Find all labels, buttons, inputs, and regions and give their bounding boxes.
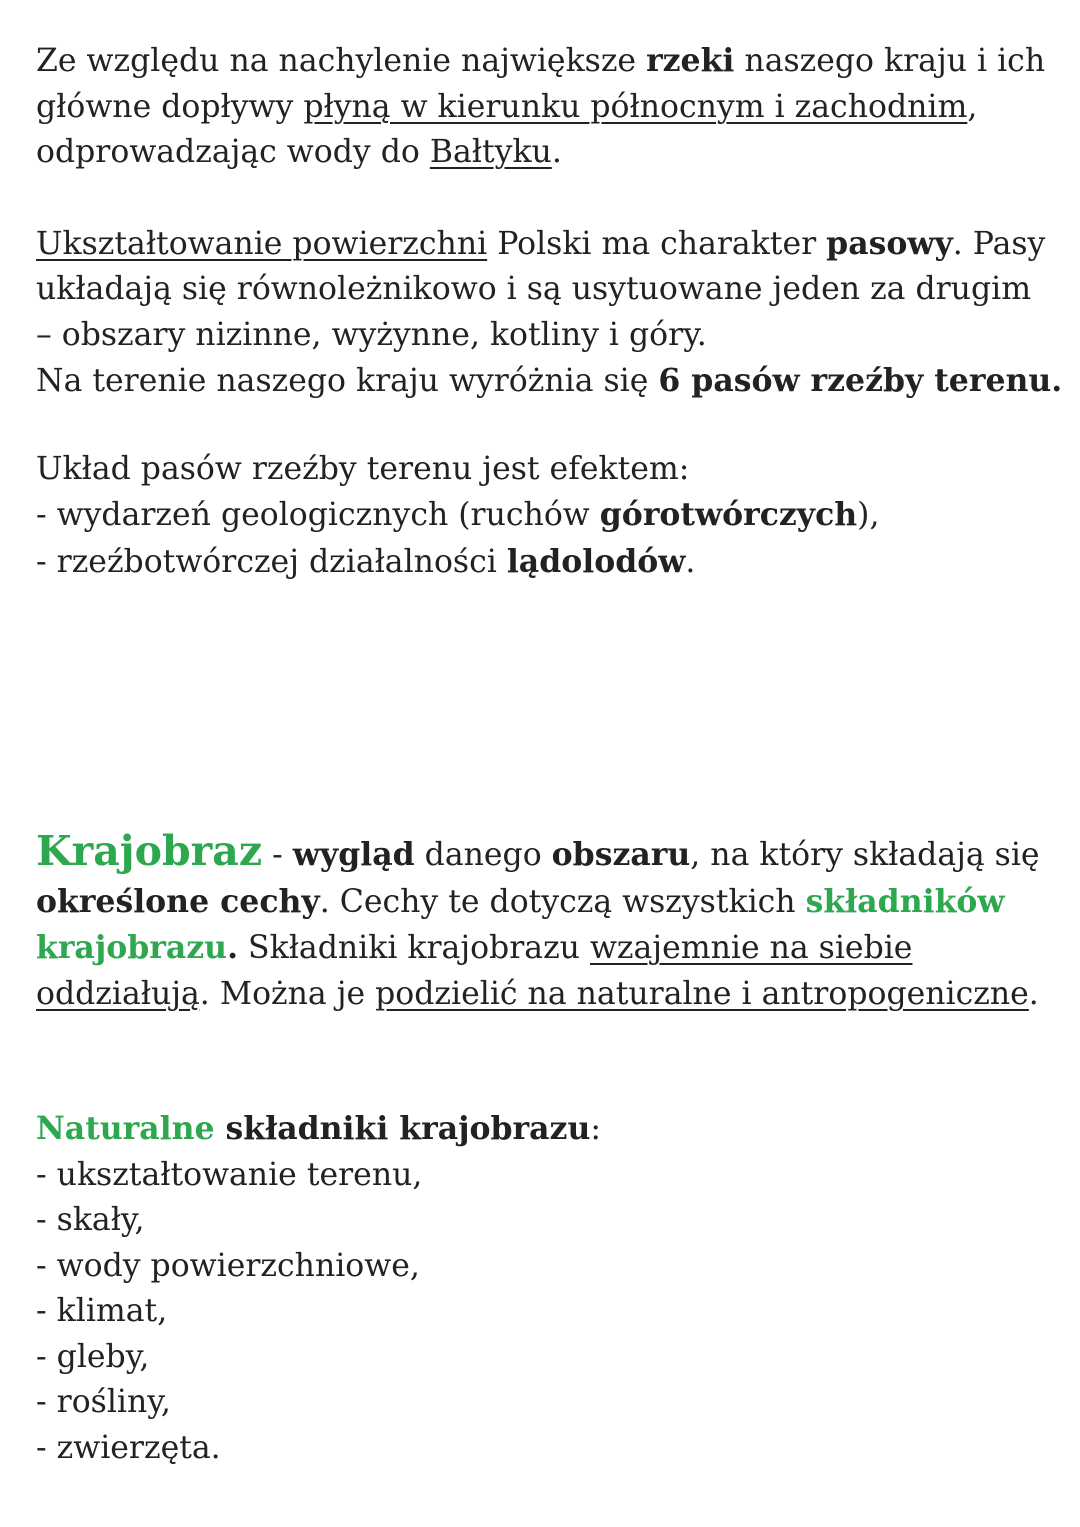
text-line <box>36 972 1056 1018</box>
list-item: - ukształtowanie terenu, <box>36 1156 423 1193</box>
bold-term: wygląd <box>292 836 415 873</box>
text-line: Układ pasów rzeźby terenu jest efektem: <box>36 450 690 487</box>
text-run: . Można je <box>199 975 376 1012</box>
text-run: Na terenie naszego kraju wyróżnia się <box>36 363 659 399</box>
text-run: Składniki krajobrazu <box>238 930 590 966</box>
list-item: - wody powierzchniowe, <box>36 1247 420 1284</box>
bold-term: określone cechy <box>36 882 320 920</box>
text-run: odprowadzając wody do <box>36 134 430 170</box>
bold-term-rzeki: rzeki <box>646 42 735 79</box>
bold-term: lądolodów <box>506 542 686 580</box>
text-run: - <box>262 837 293 873</box>
bold-phrase: 6 pasów rzeźby terenu. <box>658 362 1063 399</box>
underlined-phrase: Ukształtowanie powierzchni <box>36 225 488 262</box>
bold-term: górotwórczych <box>599 496 858 533</box>
list-item: - gleby, <box>36 1338 150 1375</box>
green-term: krajobrazu <box>36 929 228 966</box>
bold-term-pasowy: pasowy <box>826 224 953 262</box>
text-run: . <box>685 543 696 580</box>
natural-components-section <box>36 1106 1056 1471</box>
text-line <box>36 38 1056 85</box>
list-item <box>36 492 1056 539</box>
text-run: danego <box>414 837 552 873</box>
green-term: Naturalne <box>36 1110 215 1147</box>
document-page <box>36 38 1063 1471</box>
text-run: - wydarzeń geologicznych (ruchów <box>36 497 600 533</box>
list-item: - klimat, <box>36 1293 168 1329</box>
text-line <box>36 85 1056 131</box>
underlined-phrase: podzielić na naturalne i antropogeniczne <box>375 975 1029 1012</box>
text-line <box>36 829 1056 879</box>
text-run: . <box>551 134 562 170</box>
text-line <box>36 221 1056 268</box>
paragraph-rivers <box>36 38 1056 176</box>
paragraph-relief <box>36 221 1063 405</box>
section-heading <box>36 1106 1056 1153</box>
text-run: Polski ma charakter <box>487 225 827 262</box>
underlined-phrase: wzajemnie na siebie <box>589 930 913 966</box>
underlined-phrase: oddziałują <box>36 975 200 1012</box>
text-run: . <box>1028 975 1039 1012</box>
text-run: Ze względu na nachylenie największe <box>36 43 647 79</box>
text-run: ), <box>857 497 880 533</box>
paragraph-landscape-definition <box>36 829 1056 1017</box>
text-run: - rzeźbotwórczej działalności <box>36 543 507 580</box>
text-line <box>36 358 1063 405</box>
paragraph-relief-causes <box>36 447 1056 586</box>
text-run: . Pasy <box>952 225 1046 262</box>
text-line <box>36 925 1056 972</box>
text-run: . Cechy te dotyczą wszystkich <box>319 883 806 920</box>
list-item <box>36 539 1056 586</box>
green-term: składników <box>805 882 1005 920</box>
green-term-krajobraz: Krajobraz <box>36 827 263 875</box>
list-item: - rośliny, <box>36 1384 171 1420</box>
text-line <box>36 879 1056 926</box>
text-run: naszego kraju i ich <box>734 43 1046 79</box>
bold-term: składniki krajobrazu <box>214 1110 591 1147</box>
text-line: układają się równoleżnikowo i są usytuowane jeden za drugim <box>36 271 1032 307</box>
text-line: – obszary nizinne, wyżynne, kotliny i góry. <box>36 316 707 353</box>
text-line <box>36 130 1056 176</box>
list-item: - skały, <box>36 1202 145 1238</box>
text-run: : <box>590 1111 601 1147</box>
text-run: , na który składają się <box>690 837 1040 873</box>
text-run: , <box>967 88 978 125</box>
underlined-baltyk: Bałtyku <box>429 134 552 170</box>
bold-term: obszaru <box>551 836 691 873</box>
underlined-phrase: płyną w kierunku północnym i zachodnim <box>303 88 968 125</box>
list-item: - zwierzęta. <box>36 1429 221 1466</box>
text-run: . <box>227 929 239 966</box>
text-run: główne dopływy <box>36 88 304 125</box>
